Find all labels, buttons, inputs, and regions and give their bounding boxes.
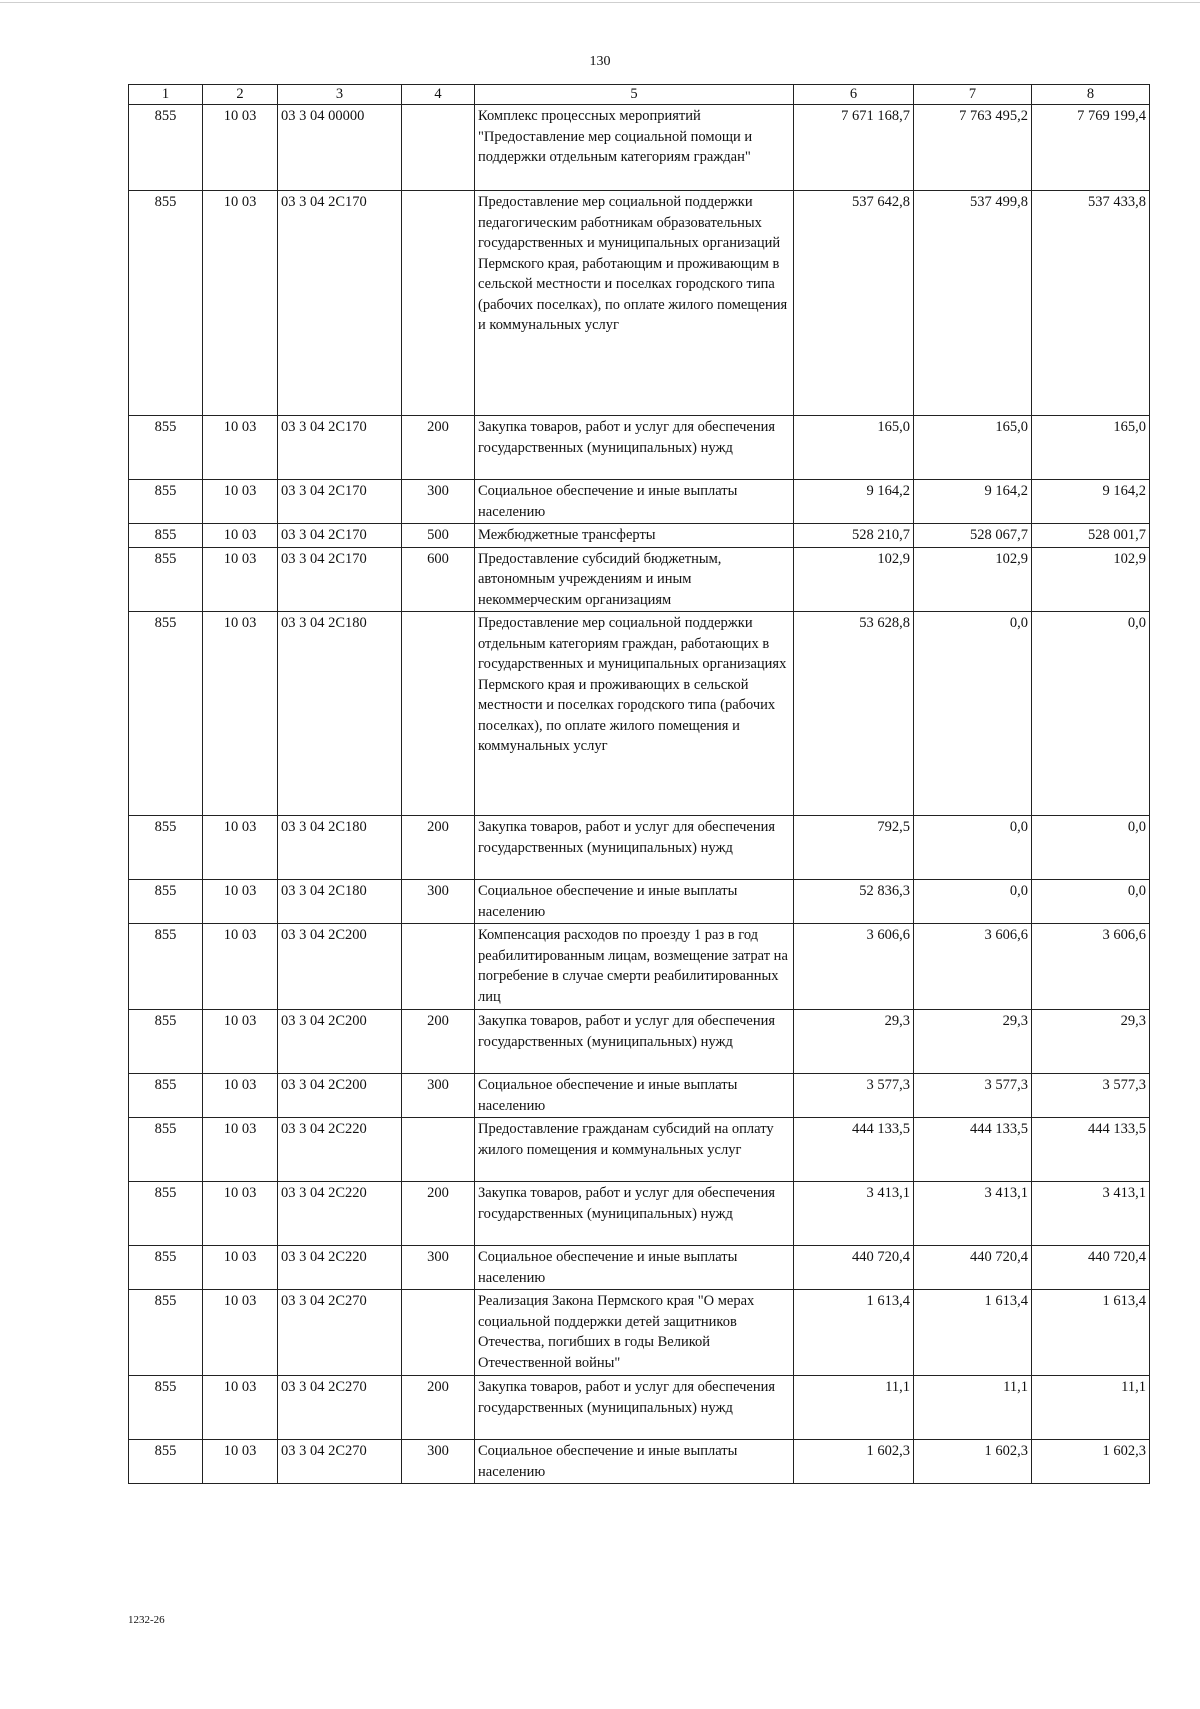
cell-kvsr: 855 xyxy=(129,880,203,924)
cell-amount-3: 528 001,7 xyxy=(1032,524,1150,548)
cell-section: 10 03 xyxy=(203,480,278,524)
cell-section: 10 03 xyxy=(203,416,278,480)
cell-section: 10 03 xyxy=(203,1246,278,1290)
cell-amount-1: 7 671 168,7 xyxy=(794,105,914,191)
cell-amount-1: 165,0 xyxy=(794,416,914,480)
table-row xyxy=(129,191,1150,416)
cell-description: Предоставление субсидий бюджетным, автономным учреждениям и иным некоммерческим организациям xyxy=(475,547,794,612)
cell-kvsr: 855 xyxy=(129,612,203,816)
cell-amount-2: 29,3 xyxy=(914,1010,1032,1074)
cell-target-article: 03 3 04 2С170 xyxy=(278,480,402,524)
cell-kvsr: 855 xyxy=(129,1118,203,1182)
cell-amount-3: 1 602,3 xyxy=(1032,1440,1150,1484)
cell-amount-2: 11,1 xyxy=(914,1376,1032,1440)
header-col-1: 1 xyxy=(129,85,203,105)
cell-kvsr: 855 xyxy=(129,1290,203,1376)
cell-amount-3: 3 606,6 xyxy=(1032,924,1150,1010)
cell-section: 10 03 xyxy=(203,1118,278,1182)
cell-description: Предоставление гражданам субсидий на оплату жилого помещения и коммунальных услуг xyxy=(475,1118,794,1182)
cell-amount-2: 537 499,8 xyxy=(914,191,1032,416)
cell-amount-2: 3 606,6 xyxy=(914,924,1032,1010)
cell-target-article: 03 3 04 2С270 xyxy=(278,1440,402,1484)
table-row xyxy=(129,1440,1150,1484)
cell-expense-type: 300 xyxy=(402,480,475,524)
cell-amount-2: 0,0 xyxy=(914,880,1032,924)
cell-amount-3: 3 413,1 xyxy=(1032,1182,1150,1246)
table-row xyxy=(129,880,1150,924)
cell-description: Социальное обеспечение и иные выплаты населению xyxy=(475,1074,794,1118)
cell-amount-2: 0,0 xyxy=(914,816,1032,880)
cell-expense-type: 300 xyxy=(402,1440,475,1484)
cell-amount-1: 52 836,3 xyxy=(794,880,914,924)
cell-section: 10 03 xyxy=(203,1290,278,1376)
cell-amount-1: 444 133,5 xyxy=(794,1118,914,1182)
cell-amount-3: 440 720,4 xyxy=(1032,1246,1150,1290)
cell-description: Социальное обеспечение и иные выплаты населению xyxy=(475,480,794,524)
cell-kvsr: 855 xyxy=(129,547,203,612)
cell-amount-3: 537 433,8 xyxy=(1032,191,1150,416)
cell-expense-type xyxy=(402,191,475,416)
table-row xyxy=(129,105,1150,191)
cell-amount-3: 0,0 xyxy=(1032,816,1150,880)
table-row xyxy=(129,1376,1150,1440)
cell-kvsr: 855 xyxy=(129,105,203,191)
cell-target-article: 03 3 04 2С270 xyxy=(278,1376,402,1440)
cell-amount-3: 9 164,2 xyxy=(1032,480,1150,524)
cell-amount-3: 165,0 xyxy=(1032,416,1150,480)
budget-table xyxy=(128,84,1150,1484)
cell-kvsr: 855 xyxy=(129,416,203,480)
cell-target-article: 03 3 04 2С170 xyxy=(278,524,402,548)
header-col-6: 6 xyxy=(794,85,914,105)
cell-section: 10 03 xyxy=(203,1376,278,1440)
cell-amount-2: 3 413,1 xyxy=(914,1182,1032,1246)
cell-amount-2: 7 763 495,2 xyxy=(914,105,1032,191)
cell-kvsr: 855 xyxy=(129,524,203,548)
cell-target-article: 03 3 04 2С220 xyxy=(278,1246,402,1290)
cell-target-article: 03 3 04 2С200 xyxy=(278,1010,402,1074)
cell-target-article: 03 3 04 00000 xyxy=(278,105,402,191)
scan-top-edge xyxy=(0,2,1200,3)
cell-expense-type: 300 xyxy=(402,1246,475,1290)
cell-amount-3: 0,0 xyxy=(1032,612,1150,816)
cell-expense-type xyxy=(402,612,475,816)
cell-description: Закупка товаров, работ и услуг для обеспечения государственных (муниципальных) нужд xyxy=(475,1010,794,1074)
cell-amount-1: 440 720,4 xyxy=(794,1246,914,1290)
cell-amount-1: 537 642,8 xyxy=(794,191,914,416)
cell-description: Социальное обеспечение и иные выплаты населению xyxy=(475,880,794,924)
cell-expense-type: 200 xyxy=(402,816,475,880)
cell-expense-type: 500 xyxy=(402,524,475,548)
cell-amount-1: 3 577,3 xyxy=(794,1074,914,1118)
cell-section: 10 03 xyxy=(203,1010,278,1074)
cell-amount-1: 3 413,1 xyxy=(794,1182,914,1246)
cell-description: Компенсация расходов по проезду 1 раз в год реабилитированным лицам, возмещение затрат на погребение в случае смерти реабилитированных лиц xyxy=(475,924,794,1010)
cell-expense-type: 200 xyxy=(402,416,475,480)
cell-description: Межбюджетные трансферты xyxy=(475,524,794,548)
cell-amount-1: 528 210,7 xyxy=(794,524,914,548)
table-row xyxy=(129,1010,1150,1074)
cell-expense-type xyxy=(402,924,475,1010)
header-col-4: 4 xyxy=(402,85,475,105)
cell-amount-2: 1 602,3 xyxy=(914,1440,1032,1484)
cell-expense-type xyxy=(402,1290,475,1376)
cell-description: Закупка товаров, работ и услуг для обеспечения государственных (муниципальных) нужд xyxy=(475,1182,794,1246)
table-row xyxy=(129,1118,1150,1182)
cell-expense-type: 300 xyxy=(402,880,475,924)
table-row xyxy=(129,547,1150,612)
header-col-2: 2 xyxy=(203,85,278,105)
table-row xyxy=(129,524,1150,548)
cell-amount-3: 1 613,4 xyxy=(1032,1290,1150,1376)
table-row xyxy=(129,480,1150,524)
cell-section: 10 03 xyxy=(203,924,278,1010)
cell-kvsr: 855 xyxy=(129,191,203,416)
cell-amount-3: 102,9 xyxy=(1032,547,1150,612)
header-col-5: 5 xyxy=(475,85,794,105)
table-row xyxy=(129,1182,1150,1246)
header-col-3: 3 xyxy=(278,85,402,105)
cell-description: Социальное обеспечение и иные выплаты населению xyxy=(475,1246,794,1290)
cell-description: Комплекс процессных мероприятий "Предоставление мер социальной помощи и поддержки отдельным категориям граждан" xyxy=(475,105,794,191)
cell-kvsr: 855 xyxy=(129,1376,203,1440)
table-row xyxy=(129,612,1150,816)
cell-amount-1: 11,1 xyxy=(794,1376,914,1440)
cell-amount-2: 0,0 xyxy=(914,612,1032,816)
table-row xyxy=(129,416,1150,480)
cell-amount-3: 11,1 xyxy=(1032,1376,1150,1440)
cell-kvsr: 855 xyxy=(129,1246,203,1290)
cell-amount-1: 1 613,4 xyxy=(794,1290,914,1376)
cell-expense-type: 300 xyxy=(402,1074,475,1118)
cell-kvsr: 855 xyxy=(129,924,203,1010)
cell-amount-1: 53 628,8 xyxy=(794,612,914,816)
cell-section: 10 03 xyxy=(203,1074,278,1118)
cell-amount-3: 29,3 xyxy=(1032,1010,1150,1074)
page-number: 130 xyxy=(589,54,611,69)
table-row xyxy=(129,924,1150,1010)
cell-amount-3: 444 133,5 xyxy=(1032,1118,1150,1182)
cell-kvsr: 855 xyxy=(129,1074,203,1118)
cell-kvsr: 855 xyxy=(129,1010,203,1074)
cell-amount-2: 444 133,5 xyxy=(914,1118,1032,1182)
cell-amount-2: 440 720,4 xyxy=(914,1246,1032,1290)
cell-kvsr: 855 xyxy=(129,480,203,524)
footer-code: 1232-26 xyxy=(128,1614,165,1626)
cell-expense-type: 200 xyxy=(402,1010,475,1074)
cell-amount-1: 3 606,6 xyxy=(794,924,914,1010)
cell-section: 10 03 xyxy=(203,547,278,612)
cell-description: Закупка товаров, работ и услуг для обеспечения государственных (муниципальных) нужд xyxy=(475,416,794,480)
cell-expense-type xyxy=(402,1118,475,1182)
cell-amount-1: 102,9 xyxy=(794,547,914,612)
cell-amount-1: 29,3 xyxy=(794,1010,914,1074)
cell-target-article: 03 3 04 2С200 xyxy=(278,1074,402,1118)
cell-section: 10 03 xyxy=(203,880,278,924)
table-row xyxy=(129,1290,1150,1376)
table-row xyxy=(129,816,1150,880)
cell-section: 10 03 xyxy=(203,1182,278,1246)
cell-amount-1: 1 602,3 xyxy=(794,1440,914,1484)
cell-expense-type: 200 xyxy=(402,1376,475,1440)
cell-target-article: 03 3 04 2С180 xyxy=(278,612,402,816)
cell-description: Предоставление мер социальной поддержки отдельным категориям граждан, работающих в государственных и муниципальных организациях Пермского края и проживающих в сельской местности и поселках городского типа (рабочих поселках), по оплате жилого помещения и коммунальных услуг xyxy=(475,612,794,816)
cell-amount-3: 3 577,3 xyxy=(1032,1074,1150,1118)
cell-amount-2: 528 067,7 xyxy=(914,524,1032,548)
header-row xyxy=(129,85,1150,105)
cell-description: Социальное обеспечение и иные выплаты населению xyxy=(475,1440,794,1484)
cell-target-article: 03 3 04 2С270 xyxy=(278,1290,402,1376)
cell-section: 10 03 xyxy=(203,191,278,416)
cell-amount-3: 0,0 xyxy=(1032,880,1150,924)
table-row xyxy=(129,1246,1150,1290)
table-row xyxy=(129,1074,1150,1118)
cell-target-article: 03 3 04 2С180 xyxy=(278,880,402,924)
cell-description: Закупка товаров, работ и услуг для обеспечения государственных (муниципальных) нужд xyxy=(475,816,794,880)
cell-description: Реализация Закона Пермского края "О мерах социальной поддержки детей защитников Отечества, погибших в годы Великой Отечественной войны" xyxy=(475,1290,794,1376)
cell-amount-2: 165,0 xyxy=(914,416,1032,480)
header-col-7: 7 xyxy=(914,85,1032,105)
cell-amount-2: 9 164,2 xyxy=(914,480,1032,524)
cell-target-article: 03 3 04 2С220 xyxy=(278,1118,402,1182)
cell-section: 10 03 xyxy=(203,612,278,816)
cell-kvsr: 855 xyxy=(129,1440,203,1484)
cell-description: Предоставление мер социальной поддержки педагогическим работникам образовательных государственных и муниципальных организаций Пермского края, работающим и проживающим в сельской местности и поселках городского типа (рабочих поселках), по оплате жилого помещения и коммунальных услуг xyxy=(475,191,794,416)
cell-amount-1: 9 164,2 xyxy=(794,480,914,524)
cell-amount-3: 7 769 199,4 xyxy=(1032,105,1150,191)
header-col-8: 8 xyxy=(1032,85,1150,105)
cell-target-article: 03 3 04 2С220 xyxy=(278,1182,402,1246)
cell-section: 10 03 xyxy=(203,105,278,191)
cell-kvsr: 855 xyxy=(129,1182,203,1246)
cell-expense-type: 200 xyxy=(402,1182,475,1246)
cell-kvsr: 855 xyxy=(129,816,203,880)
cell-description: Закупка товаров, работ и услуг для обеспечения государственных (муниципальных) нужд xyxy=(475,1376,794,1440)
cell-amount-2: 1 613,4 xyxy=(914,1290,1032,1376)
cell-section: 10 03 xyxy=(203,1440,278,1484)
cell-section: 10 03 xyxy=(203,816,278,880)
cell-target-article: 03 3 04 2С170 xyxy=(278,416,402,480)
cell-amount-2: 102,9 xyxy=(914,547,1032,612)
cell-section: 10 03 xyxy=(203,524,278,548)
cell-target-article: 03 3 04 2С170 xyxy=(278,547,402,612)
cell-target-article: 03 3 04 2С180 xyxy=(278,816,402,880)
cell-amount-2: 3 577,3 xyxy=(914,1074,1032,1118)
cell-target-article: 03 3 04 2С170 xyxy=(278,191,402,416)
cell-expense-type xyxy=(402,105,475,191)
cell-target-article: 03 3 04 2С200 xyxy=(278,924,402,1010)
cell-expense-type: 600 xyxy=(402,547,475,612)
cell-amount-1: 792,5 xyxy=(794,816,914,880)
